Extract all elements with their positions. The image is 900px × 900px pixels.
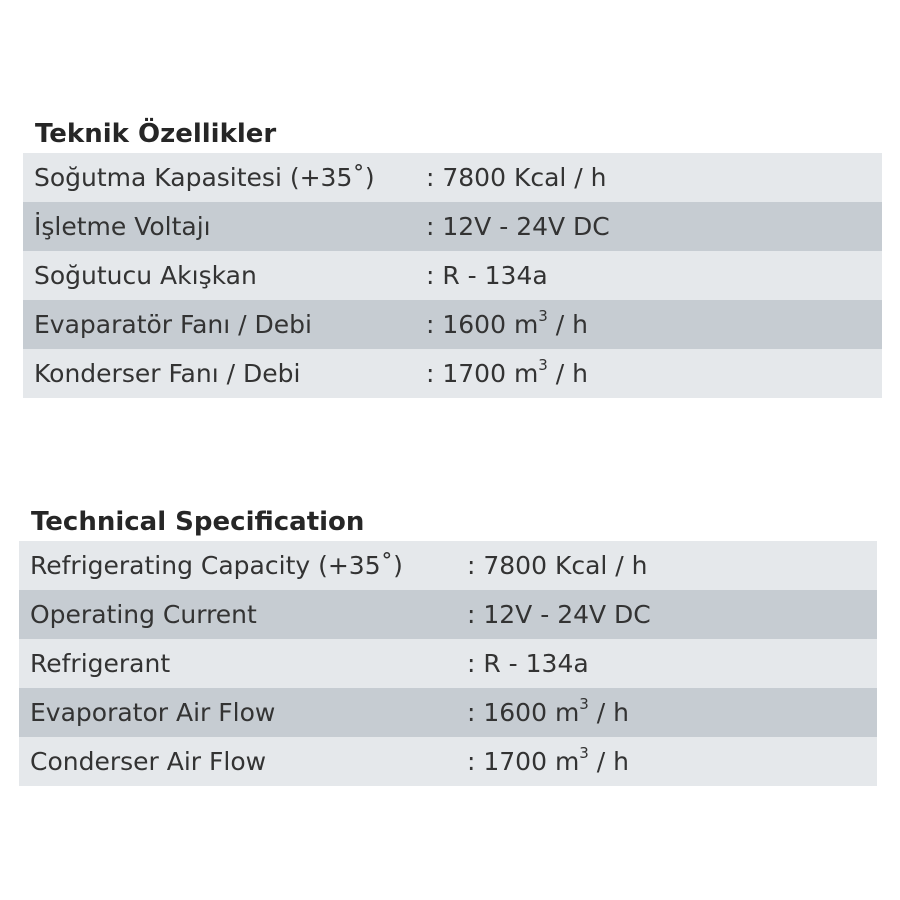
value-suffix: / h <box>547 359 589 388</box>
section-title: Teknik Özellikler <box>35 119 277 149</box>
value-superscript: 3 <box>579 694 589 713</box>
section-title: Technical Specification <box>31 507 365 537</box>
spec-value: : 12V - 24V DC <box>426 212 610 241</box>
spec-label: Konderser Fanı / Debi <box>34 359 301 388</box>
spec-label: Evaparatör Fanı / Debi <box>34 310 312 339</box>
value-superscript: 3 <box>538 355 548 374</box>
spec-label: Evaporator Air Flow <box>30 698 276 727</box>
table-row <box>19 737 877 786</box>
spec-value: : R - 134a <box>426 261 548 290</box>
spec-value: : 12V - 24V DC <box>467 600 651 629</box>
spec-label: Soğutucu Akışkan <box>34 261 257 290</box>
spec-label: İşletme Voltajı <box>34 212 211 241</box>
spec-value: : R - 134a <box>467 649 589 678</box>
value-prefix: : 1600 m <box>467 698 580 727</box>
spec-table <box>23 153 882 398</box>
spec-label: Operating Current <box>30 600 257 629</box>
spec-label: Soğutma Kapasitesi (+35˚) <box>34 163 375 192</box>
table-row <box>23 300 882 349</box>
spec-label: Conderser Air Flow <box>30 747 267 776</box>
table-row <box>23 251 882 300</box>
table-row <box>19 590 877 639</box>
spec-block-turkish <box>23 115 882 398</box>
table-row <box>23 153 882 202</box>
spec-table <box>19 541 877 786</box>
value-prefix: : 1600 m <box>426 310 539 339</box>
spec-value <box>467 743 630 776</box>
table-row <box>19 639 877 688</box>
table-row <box>19 688 877 737</box>
spec-value <box>426 355 589 388</box>
value-prefix: : 1700 m <box>426 359 539 388</box>
spec-value <box>426 306 589 339</box>
table-row <box>19 541 877 590</box>
value-prefix: : 1700 m <box>467 747 580 776</box>
spec-value <box>467 694 630 727</box>
spec-label: Refrigerating Capacity (+35˚) <box>30 551 403 580</box>
spec-value: : 7800 Kcal / h <box>426 163 607 192</box>
spec-block-english <box>19 503 877 786</box>
table-row <box>23 349 882 398</box>
table-row <box>23 202 882 251</box>
value-suffix: / h <box>547 310 589 339</box>
spec-label: Refrigerant <box>30 649 171 678</box>
value-suffix: / h <box>588 747 630 776</box>
value-superscript: 3 <box>538 306 548 325</box>
value-suffix: / h <box>588 698 630 727</box>
value-superscript: 3 <box>579 743 589 762</box>
spec-value: : 7800 Kcal / h <box>467 551 648 580</box>
